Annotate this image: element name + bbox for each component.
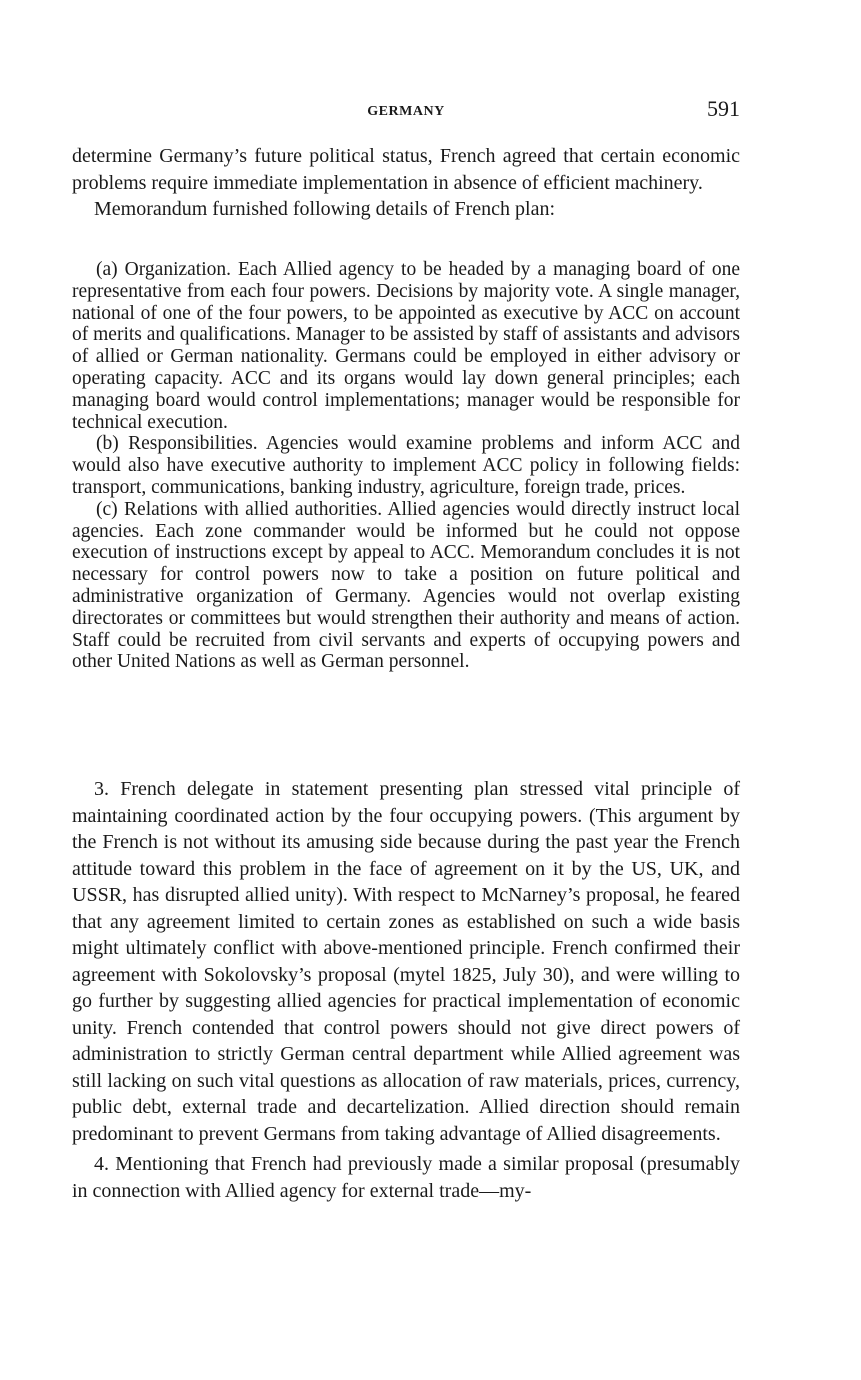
page-header (72, 96, 740, 130)
section-4: 4. Mentioning that French had previously made a similar proposal (presumably in connection with Allied agency for external trade—my- (72, 1153, 740, 1202)
memorandum-details (72, 259, 740, 673)
numbered-sections (72, 776, 740, 1204)
memorandum-item-a: (a) Organization. Each Allied agency to be headed by a managing board of one representative from each four powers. Decisions by majority vote. A single manager, national of one of the four powers, to be appointed as executive by ACC on account of merits and qualifications. Manager to be assisted by staff of assistants and advisors of allied or German nationality. Germans could be employed in either advisory or operating capacity. ACC and its organs would lay down general principles; each managing board would control implementations; manager would be responsible for technical execution. (72, 259, 740, 433)
page-number: 591 (707, 96, 740, 121)
opening-paragraphs (72, 143, 740, 223)
paragraph-memorandum-intro: Memorandum furnished following details of French plan: (94, 198, 556, 220)
paragraph-continuation: determine Germany’s future political status, French agreed that certain economic problems require immediate implementation in absence of efficient machinery. (72, 145, 740, 194)
memorandum-item-b: (b) Responsibilities. Agencies would examine problems and inform ACC and would also have executive authority to implement ACC policy in following fields: transport, communications, banking industry, agriculture, foreign trade, prices. (72, 433, 740, 498)
section-3: 3. French delegate in statement presenting plan stressed vital principle of maintaining coordinated action by the four occupying powers. (This argument by the French is not without its amusing side because during the past year the French attitude toward this problem in the face of agreement on it by the US, UK, and USSR, has disrupted allied unity). With respect to McNarney’s proposal, he feared that any agreement limited to certain zones as established on such a wide basis might ultimately conflict with above-mentioned principle. French confirmed their agreement with Sokolovsky’s proposal (mytel 1825, July 30), and were willing to go further by suggesting allied agencies for practical implementation of economic unity. French contended that control powers should not give direct powers of administration to strictly German central department while Allied agreement was still lacking on such vital questions as allocation of raw materials, prices, currency, public debt, external trade and decartelization. Allied direction should remain predominant to prevent Germans from taking advantage of Allied disagreements. (72, 778, 740, 1145)
memorandum-item-c: (c) Relations with allied authorities. Allied agencies would directly instruct local agencies. Each zone commander would be informed but he could not oppose execution of instructions except by appeal to ACC. Memorandum concludes it is not necessary for control powers now to take a position on future political and administrative organization of Germany. Agencies would not overlap existing directorates or committees but would strengthen their authority and means of action. Staff could be recruited from civil servants and experts of occupying powers and other United Nations as well as German personnel. (72, 498, 740, 673)
running-title: GERMANY (367, 104, 445, 119)
